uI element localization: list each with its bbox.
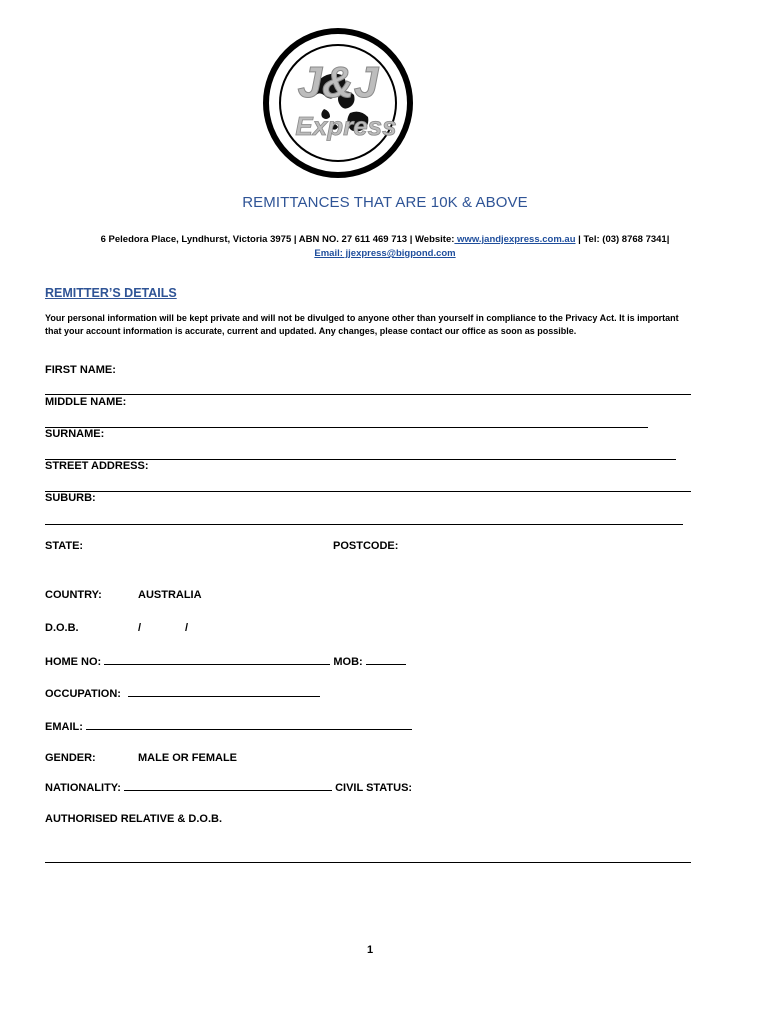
home-no-line[interactable] [104,654,330,665]
middle-name-line[interactable] [45,427,648,428]
country-label: COUNTRY: [45,589,102,601]
address-abn: 6 Peledora Place, Lyndhurst, Victoria 3975 | ABN NO. 27 611 469 713 | Website: [100,234,455,245]
email-row [45,719,412,733]
home-no-label: HOME NO: [45,656,102,668]
dob-separator-1: / [138,622,142,634]
section-title: REMITTER’S DETAILS [45,286,177,300]
nationality-row [45,780,412,794]
state-label: STATE: [45,540,84,552]
authorised-relative-label: AUTHORISED RELATIVE & D.O.B. [45,813,223,825]
company-logo [262,27,414,179]
home-no-row [45,654,406,668]
privacy-notice: Your personal information will be kept private and will not be divulged to anyone other than yourself in compliance to the Privacy Act. It is important that your account information is accurate, current and updated. Any changes, please contact our office as soon as possible. [45,313,679,336]
suburb-label: SUBURB: [45,492,96,504]
occupation-line[interactable] [128,686,320,697]
website-link[interactable]: www.jandjexpress.com.au [454,234,576,245]
mob-line[interactable] [366,654,406,665]
logo-text-top: J&J [297,58,379,107]
email-line[interactable] [86,719,412,730]
gender-value: MALE OR FEMALE [138,752,237,764]
country-value: AUSTRALIA [138,589,202,601]
email-link[interactable]: Email: jjexpress@bigpond.com [314,248,456,259]
telephone: | Tel: (03) 8768 7341| [575,234,670,245]
nationality-label: NATIONALITY: [45,782,121,794]
suburb-line[interactable] [45,524,683,525]
middle-name-label: MIDDLE NAME: [45,396,127,408]
occupation-row [45,686,320,700]
page-number: 1 [366,944,374,956]
first-name-line[interactable] [45,394,691,395]
logo-text-bottom: Express [295,111,397,141]
email-label: EMAIL: [45,721,83,733]
dob-separator-2: / [185,622,189,634]
postcode-label: POSTCODE: [333,540,399,552]
nationality-line[interactable] [124,780,332,791]
surname-label: SURNAME: [45,428,105,440]
dob-label: D.O.B. [45,622,79,634]
page-title: REMITTANCES THAT ARE 10K & ABOVE [242,194,528,211]
authorised-relative-line[interactable] [45,862,691,863]
gender-label: GENDER: [45,752,96,764]
street-address-line[interactable] [45,491,691,492]
mob-label: MOB: [333,656,363,668]
occupation-label: OCCUPATION: [45,688,121,700]
contact-info [40,233,730,261]
civil-status-label: CIVIL STATUS: [335,782,413,794]
first-name-label: FIRST NAME: [45,364,116,376]
street-address-label: STREET ADDRESS: [45,460,149,472]
